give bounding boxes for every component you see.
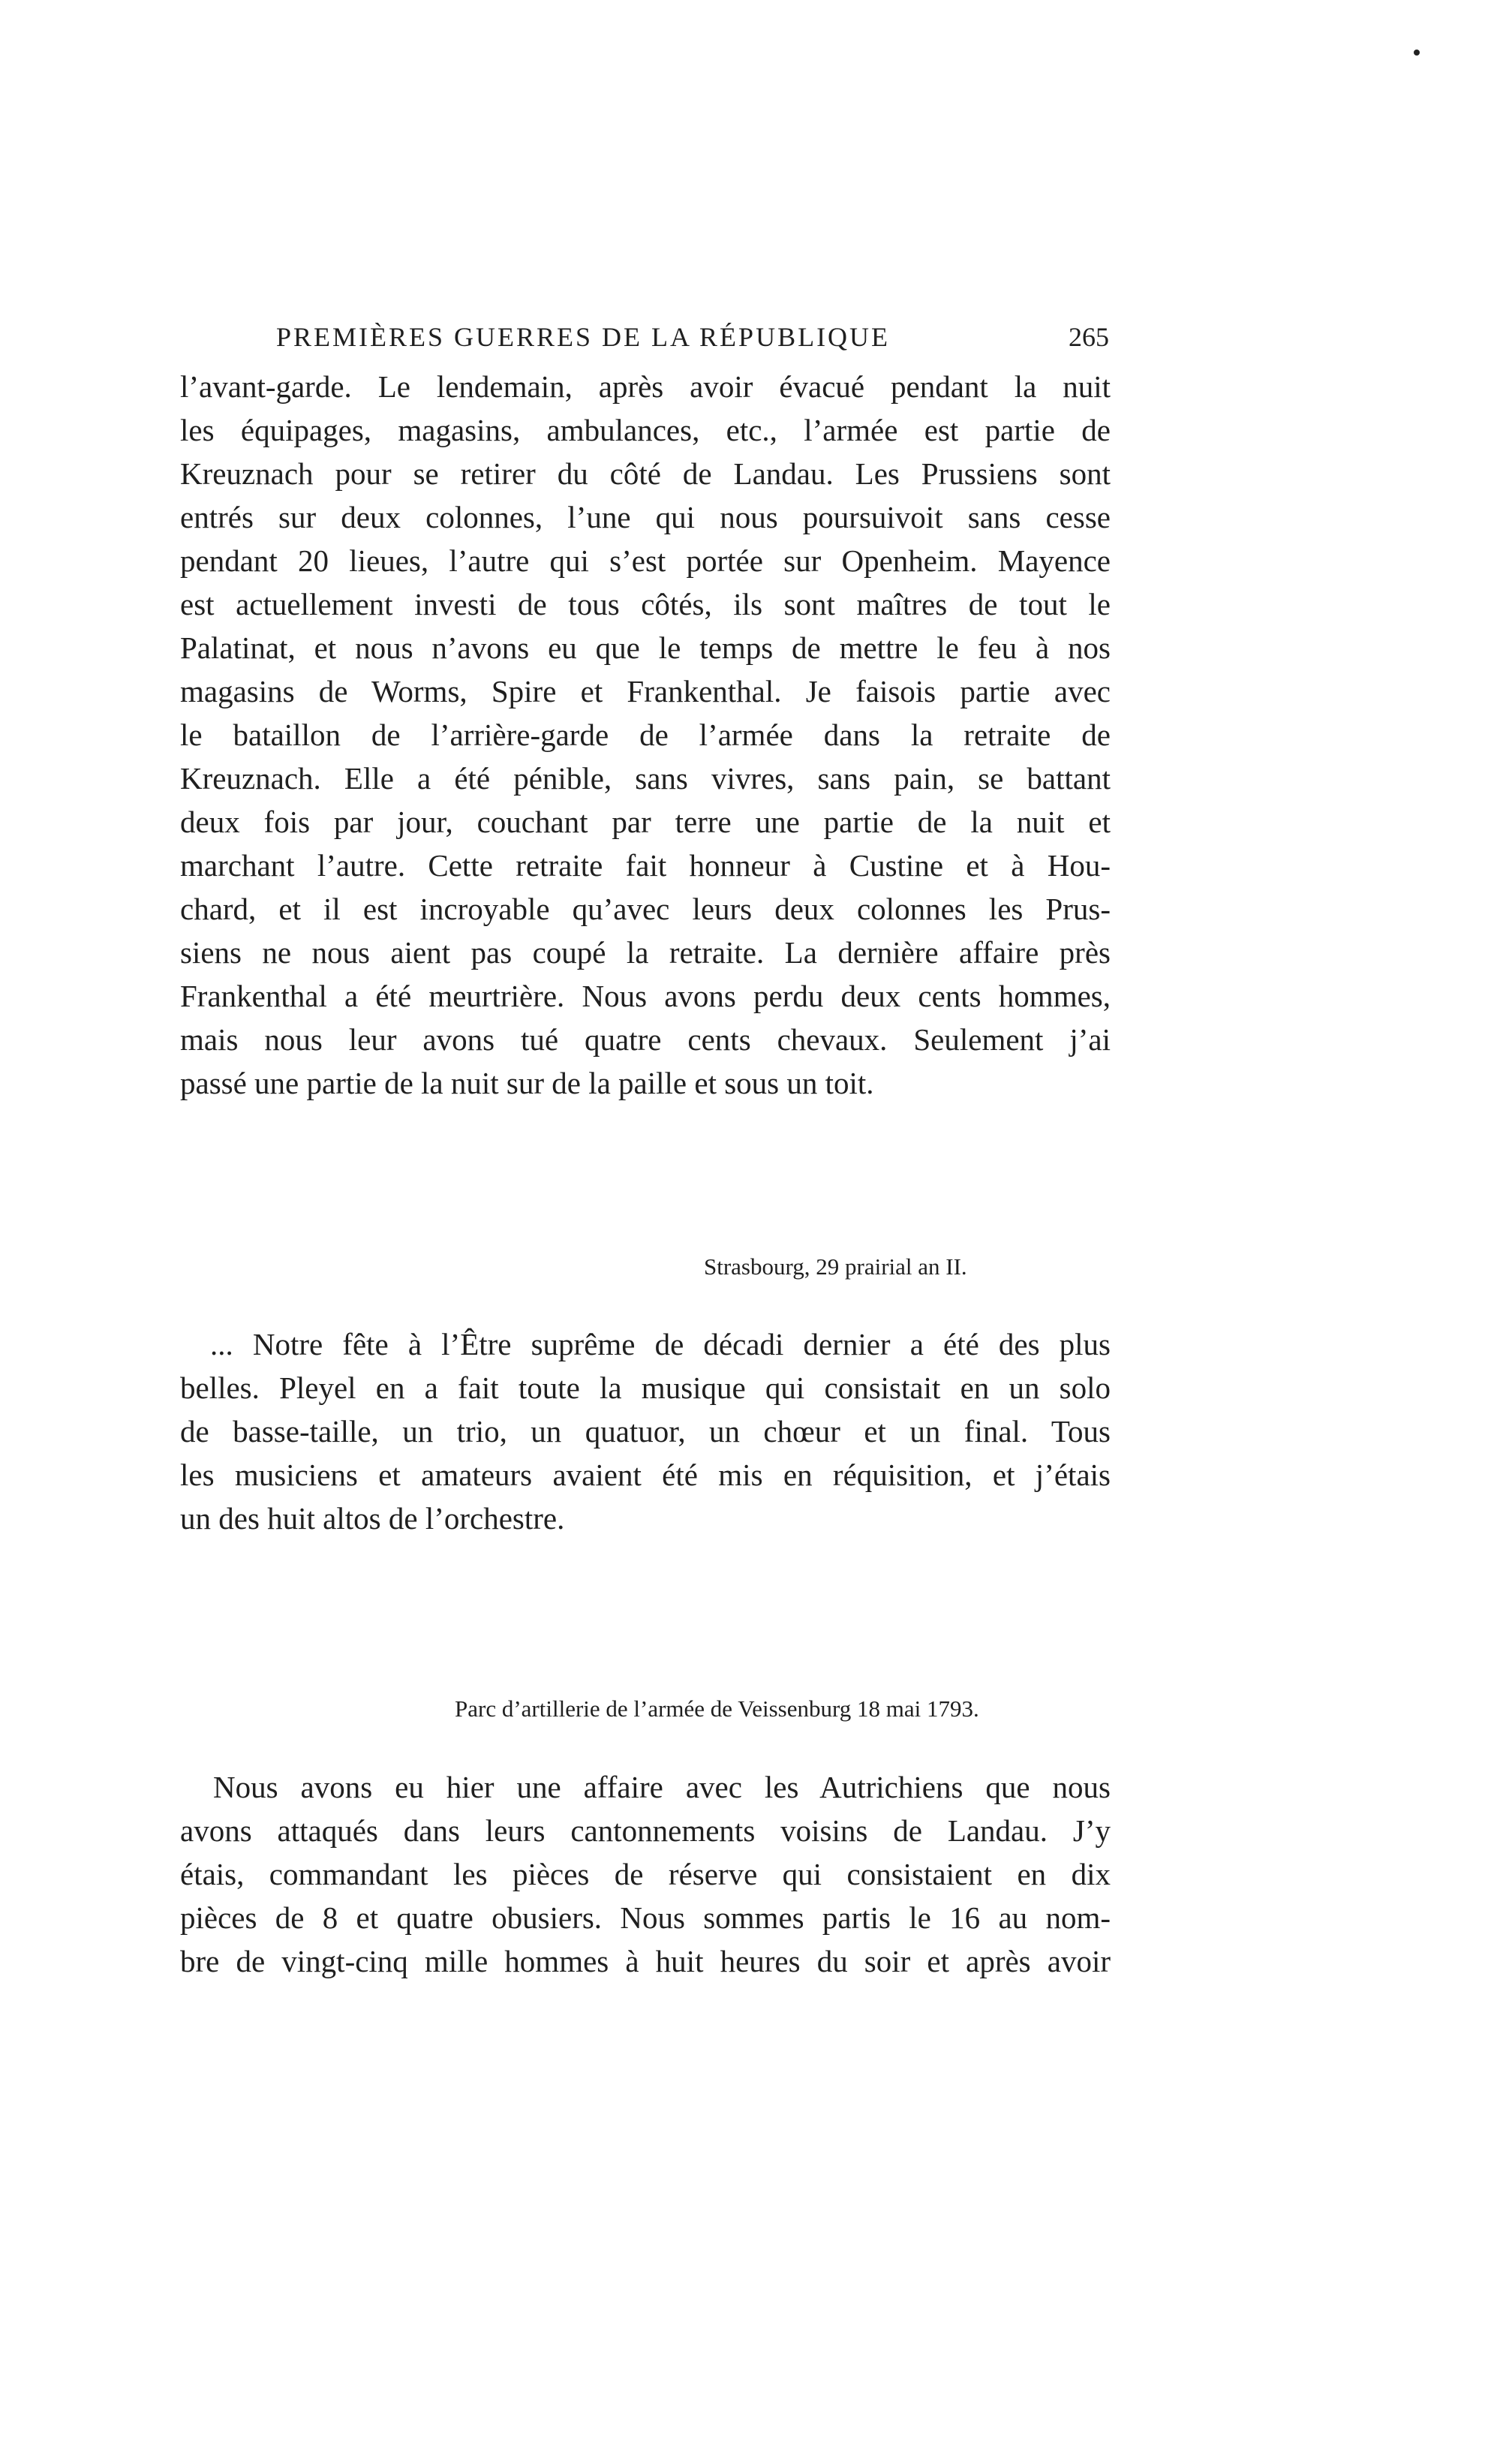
text-line: de basse-taille, un trio, un quatuor, un chœur et un final. Tous <box>180 1414 1111 1449</box>
text-line: avons attaqués dans leurs cantonnements voisins de Landau. J’y <box>180 1813 1111 1848</box>
text-line: entrés sur deux colonnes, l’une qui nous poursuivoit sans cesse <box>180 500 1111 534</box>
text-line: Palatinat, et nous n’avons eu que le temps de mettre le feu à nos <box>180 630 1111 665</box>
text-line: l’avant-garde. Le lendemain, après avoir évacué pendant la nuit <box>180 369 1111 404</box>
text-line: est actuellement investi de tous côtés, ils sont maîtres de tout le <box>180 587 1111 621</box>
text-line: pendant 20 lieues, l’autre qui s’est portée sur Openheim. Mayence <box>180 543 1111 578</box>
text-line: siens ne nous aient pas coupé la retraite. La dernière affaire près <box>180 935 1111 970</box>
text-line: les équipages, magasins, ambulances, etc., l’armée est partie de <box>180 413 1111 447</box>
text-line: chard, et il est incroyable qu’avec leurs deux colonnes les Prus- <box>180 892 1111 926</box>
text-line: marchant l’autre. Cette retraite fait honneur à Custine et à Hou- <box>180 848 1111 883</box>
text-line: étais, commandant les pièces de réserve qui consistaient en dix <box>180 1857 1111 1891</box>
text-line: belles. Pleyel en a fait toute la musique qui consistait en un solo <box>180 1370 1111 1405</box>
letter-3-dateline: Parc d’artillerie de l’armée de Veissenburg 18 mai 1793. <box>455 1695 979 1722</box>
text-line: les musiciens et amateurs avaient été mis en réquisition, et j’étais <box>180 1458 1111 1492</box>
text-line: Kreuznach. Elle a été pénible, sans vivres, sans pain, se battant <box>180 761 1111 796</box>
text-line: deux fois par jour, couchant par terre une partie de la nuit et <box>180 805 1111 839</box>
text-line: passé une partie de la nuit sur de la paille et sous un toit. <box>180 1066 874 1100</box>
text-line: magasins de Worms, Spire et Frankenthal. Je faisois partie avec <box>180 674 1111 709</box>
text-line: mais nous leur avons tué quatre cents chevaux. Seulement j’ai <box>180 1022 1111 1057</box>
ink-speck <box>1414 50 1420 56</box>
page-number: 265 <box>1069 322 1109 352</box>
letter-3-body <box>180 1765 1111 1983</box>
letter-2-body <box>180 1322 1111 1540</box>
text-line: ... Notre fête à l’Être suprême de décadi dernier a été des plus <box>210 1327 1111 1361</box>
text-line: Nous avons eu hier une affaire avec les Autrichiens que nous <box>213 1770 1111 1804</box>
text-line: pièces de 8 et quatre obusiers. Nous sommes partis le 16 au nom- <box>180 1900 1111 1935</box>
text-line: Frankenthal a été meurtrière. Nous avons perdu deux cents hommes, <box>180 979 1111 1013</box>
text-line: un des huit altos de l’orchestre. <box>180 1501 565 1536</box>
text-line: le bataillon de l’arrière-garde de l’armée dans la retraite de <box>180 718 1111 752</box>
text-line: bre de vingt-cinq mille hommes à huit heures du soir et après avoir <box>180 1944 1111 1978</box>
running-head <box>276 321 1109 359</box>
letter-1-body <box>180 365 1111 1105</box>
running-title: PREMIÈRES GUERRES DE LA RÉPUBLIQUE <box>276 322 891 352</box>
letter-2-dateline: Strasbourg, 29 prairial an II. <box>704 1253 967 1280</box>
text-line: Kreuznach pour se retirer du côté de Landau. Les Prussiens sont <box>180 456 1111 491</box>
